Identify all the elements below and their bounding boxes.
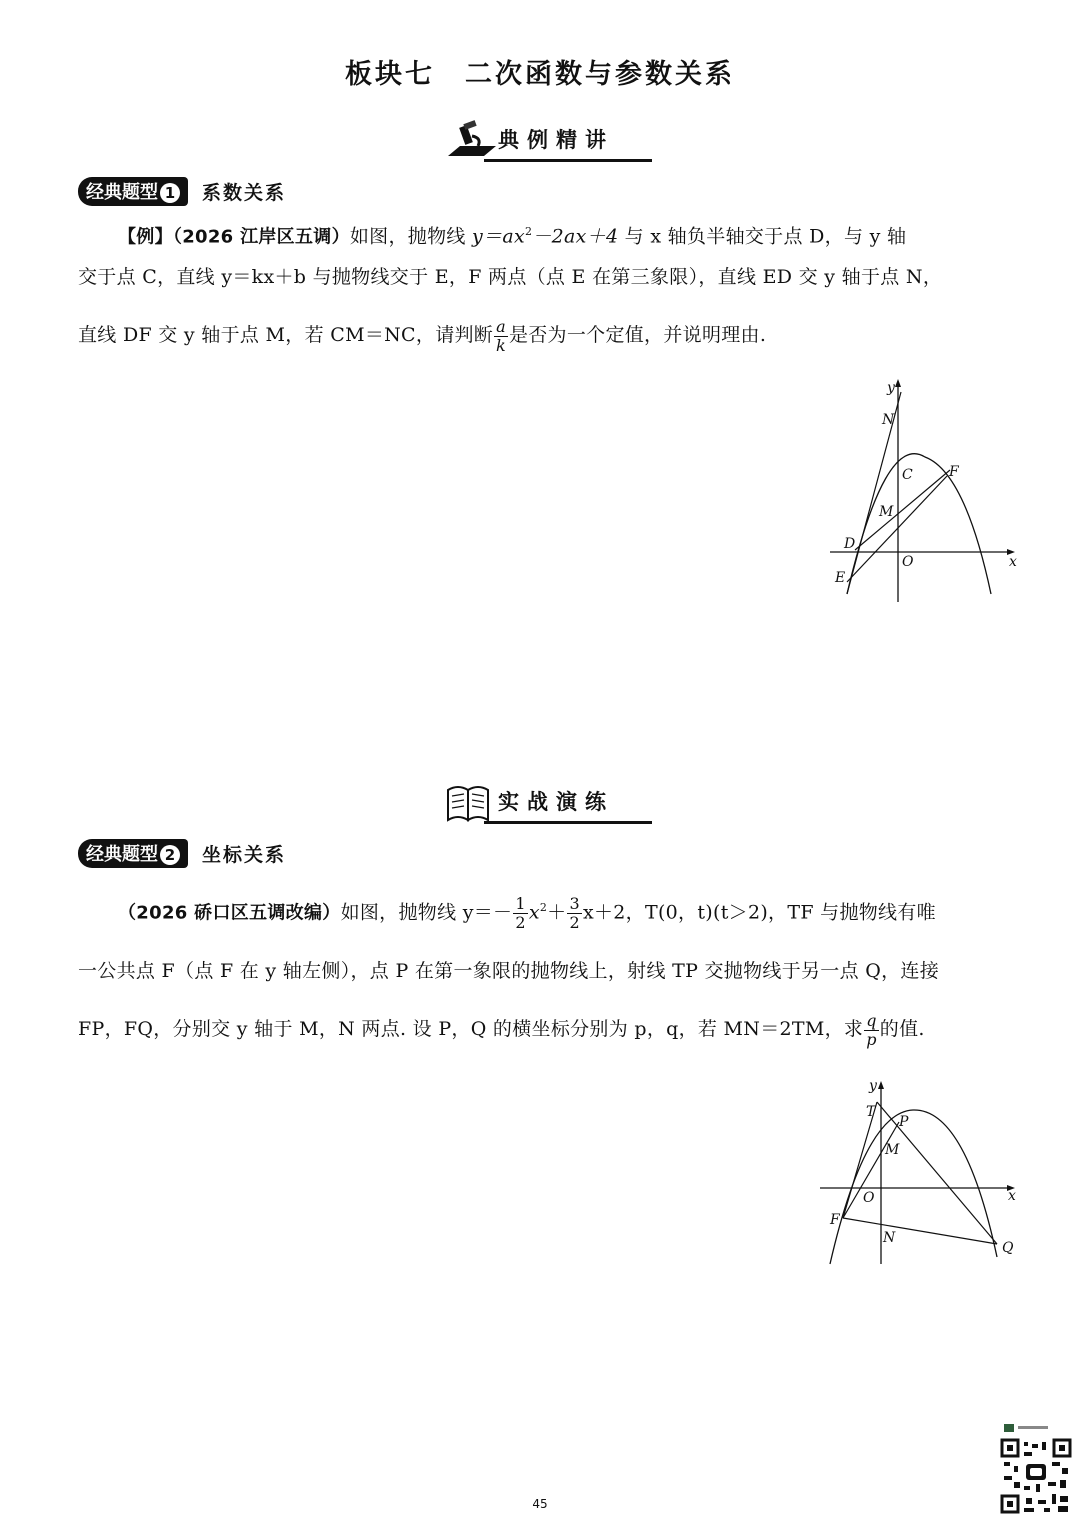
label-O: O: [902, 554, 914, 570]
section-header-practice: [444, 782, 654, 826]
label-F: F: [949, 464, 959, 480]
denominator: p: [866, 1029, 877, 1049]
figure-example-parabola: [825, 372, 1025, 604]
label-y: y: [869, 1078, 877, 1094]
parabola: [830, 1110, 997, 1264]
page-number: 45: [532, 1497, 548, 1511]
example-line-2: 交于点 C，直线 y＝kx＋b 与抛物线交于 E，F 两点（点 E 在第三象限），直线 ED 交 y 轴于点 N，: [78, 266, 943, 289]
text-span: x＋2，T(0，t)(t＞2)，TF 与抛物线有唯: [582, 901, 936, 924]
numerator: a: [496, 316, 506, 336]
equation: x: [528, 901, 540, 924]
example-problem: [78, 203, 1018, 364]
text-span: 如图，抛物线 y＝－: [340, 901, 513, 924]
book-icon: [444, 782, 494, 826]
example-line-3: [78, 306, 1018, 364]
label-N: N: [882, 412, 895, 428]
text-span: 直线 DF 交 y 轴于点 M，若 CM＝NC，请判断: [78, 324, 494, 347]
label-x: x: [1009, 554, 1017, 570]
figure-exercise-parabola: [815, 1072, 1025, 1267]
text-span: 与 x 轴负半轴交于点 D，与 y 轴: [618, 225, 907, 248]
denominator: k: [496, 335, 507, 355]
label-Q: Q: [1002, 1240, 1014, 1256]
label-M: M: [879, 504, 894, 520]
fraction-q-over-p: [864, 1012, 879, 1049]
denominator: 2: [515, 912, 526, 932]
question-type-badge: [78, 177, 188, 206]
exercise-problem: [78, 879, 1018, 1058]
exercise-line-2: 一公共点 F（点 F 在 y 轴左侧），点 P 在第一象限的抛物线上，射线 TP 交抛物线于另一点 Q，连接: [78, 960, 940, 983]
line-EF: [847, 476, 947, 582]
ray-TQ: [877, 1102, 997, 1244]
exponent: 2: [539, 901, 548, 914]
y-axis-arrow: [895, 379, 901, 387]
numerator: q: [866, 1010, 877, 1030]
exercise-source: （2026 硚口区五调改编）: [118, 902, 341, 924]
microscope-icon: [444, 120, 500, 162]
section-label: 实战演练: [498, 790, 614, 814]
example-source: （2026 江岸区五调）: [172, 226, 350, 248]
section-underline: [484, 159, 652, 162]
question-type-name: 坐标关系: [202, 844, 287, 866]
text-span: 的值.: [879, 1018, 925, 1041]
label-T: T: [866, 1104, 876, 1120]
label-P: P: [899, 1114, 909, 1130]
line-FQ: [843, 1218, 997, 1244]
question-type-name: 系数关系: [202, 182, 287, 204]
text-span: ＋: [547, 901, 567, 924]
label-F: F: [830, 1212, 840, 1228]
section-underline: [484, 821, 652, 824]
equation: y＝ax: [472, 225, 525, 248]
numerator: 3: [569, 893, 580, 913]
label-D: D: [844, 536, 856, 552]
section-header-examples: [444, 120, 654, 164]
label-x: x: [1008, 1188, 1016, 1204]
label-E: E: [835, 570, 846, 586]
badge-number: 1: [160, 183, 180, 203]
section-label: 典例精讲: [498, 128, 614, 152]
text-span: FP，FQ，分别交 y 轴于 M，N 两点. 设 P，Q 的横坐标分别为 p，q，若 MN＝2TM，求: [78, 1018, 864, 1041]
label-N: N: [883, 1230, 896, 1246]
equation: －2ax＋4: [532, 225, 619, 248]
exercise-line-1: [78, 879, 1018, 942]
badge-text: 经典题型: [86, 844, 158, 865]
y-axis-arrow: [878, 1081, 884, 1089]
badge-text: 经典题型: [86, 182, 158, 203]
question-type-badge: [78, 839, 188, 868]
fraction-one-half: [513, 895, 527, 932]
fraction-three-halves: [567, 895, 581, 932]
label-y: y: [887, 380, 895, 396]
label-M: M: [885, 1142, 900, 1158]
page-title: 板块七 二次函数与参数关系: [345, 59, 735, 90]
badge-number: 2: [160, 845, 180, 865]
label-O: O: [863, 1190, 875, 1206]
denominator: 2: [569, 912, 580, 932]
fraction-a-over-k: [494, 318, 508, 355]
exercise-line-3: [78, 1000, 1018, 1058]
numerator: 1: [515, 893, 526, 913]
label-C: C: [902, 467, 913, 483]
parabola: [847, 454, 991, 594]
exponent: 2: [525, 225, 533, 238]
question-type-2: [78, 839, 286, 869]
text-span: 是否为一个定值，并说明理由.: [508, 324, 767, 347]
text-span: 如图，抛物线: [349, 225, 473, 248]
example-tag: 【例】: [118, 226, 173, 248]
